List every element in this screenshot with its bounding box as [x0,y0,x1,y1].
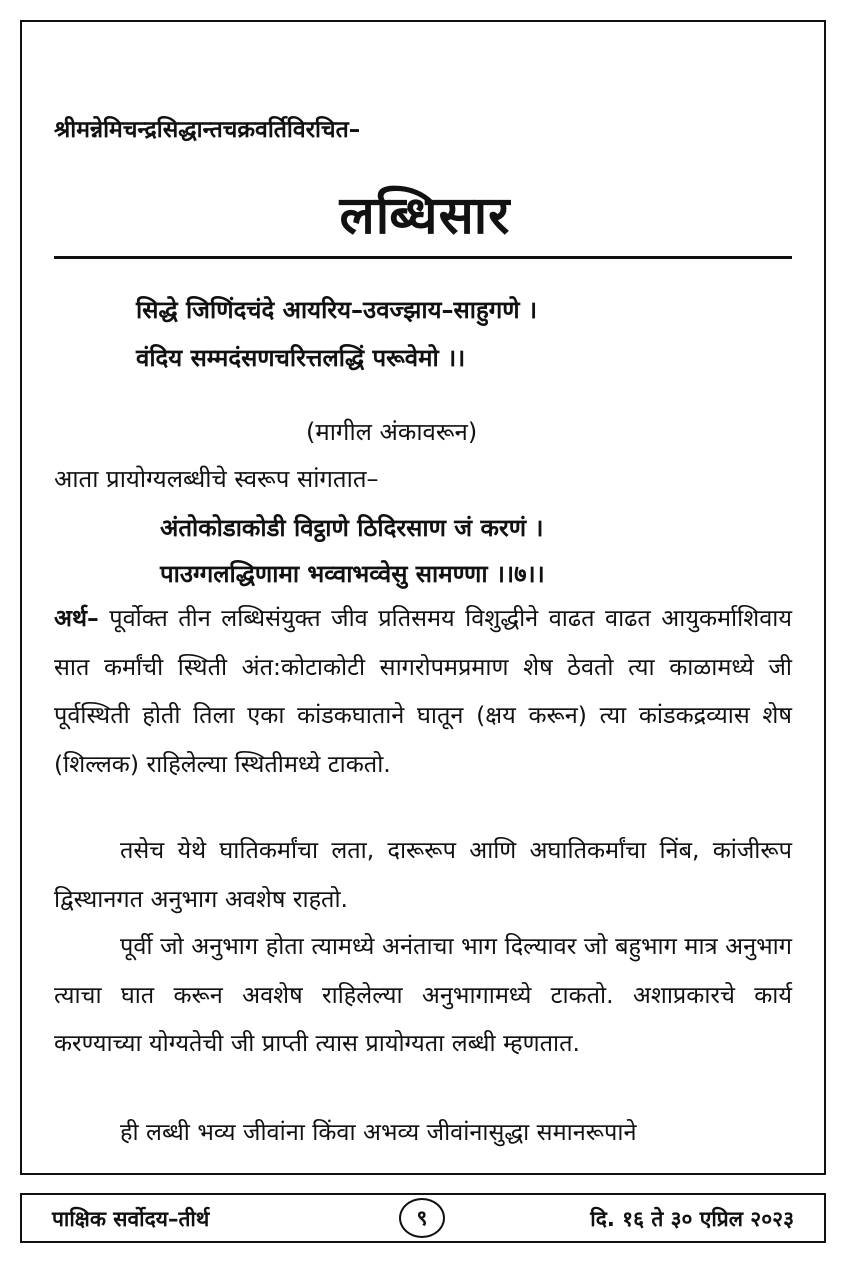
gatha-line-1: अंतोकोडाकोडी विट्ठाणे ठिदिरसाण जं करणं । [160,514,544,542]
page-footer [20,1193,826,1243]
issue-date: दि. १६ ते ३० एप्रिल २०२३ [590,1207,794,1231]
body-paragraph-1: तसेच येथे घातिकर्मांचा लता, दारूरूप आणि अघातिकर्मांचा निंब, कांजीरूप द्विस्थानगत अनुभाग अवशेष राहतो. [54,836,792,913]
page-number: ९ [399,1198,445,1238]
continuation-note: (मागील अंकावरून) [306,418,478,446]
gatha-line-2: पाउग्गलद्धिणामा भव्वाभव्वेसु सामण्णा ।।७।। [160,560,545,588]
invocation-line-1: सिद्धे जिणिंदचंदे आयरिय–उवज्झाय–साहुगणे । [136,296,538,324]
body-paragraph-2: पूर्वी जो अनुभाग होता त्यामध्ये अनंताचा भाग दिल्यावर जो बहुभाग मात्र अनुभाग त्याचा घात करून अवशेष राहिलेल्या अनुभागामध्ये टाकतो. अशाप्रकारचे कार्य करण्याच्या योग्यतेची जी प्राप्ती त्यास प्रायोग्यता लब्धी म्हणतात. [54,932,792,1057]
body-paragraph-3: ही लब्धी भव्य जीवांना किंवा अभव्य जीवांनासुद्धा समानरूपाने [120,1118,637,1146]
publication-name: पाक्षिक सर्वोदय–तीर्थ [52,1207,210,1231]
title-divider [54,256,792,259]
meaning-text: पूर्वोक्त तीन लब्धिसंयुक्त जीव प्रतिसमय विशुद्धीने वाढत वाढत आयुकर्माशिवाय सात कर्मांची स्थिती अंत:कोटाकोटी सागरोपमप्रमाण शेष ठेवतो त्या काळामध्ये जी पूर्वस्थिती होती तिला एका कांडकघाताने घातून (क्षय करून) त्या कांडकद्रव्यास शेष (शिल्लक) राहिलेल्या स्थितीमध्ये टाकतो. [54,604,792,778]
meaning-label: अर्थ– [54,604,99,632]
intro-line: आता प्रायोग्यलब्धीचे स्वरूप सांगतात– [54,465,379,493]
invocation-line-2: वंदिय सम्मदंसणचरित्तलद्धिं परूवेमो ।। [136,344,466,372]
source-line: श्रीमन्नेमिचन्द्रसिद्धान्तचक्रवर्तिविरचित– [54,117,361,143]
page-title: लब्धिसार [339,186,511,246]
meaning-paragraph [54,594,792,788]
